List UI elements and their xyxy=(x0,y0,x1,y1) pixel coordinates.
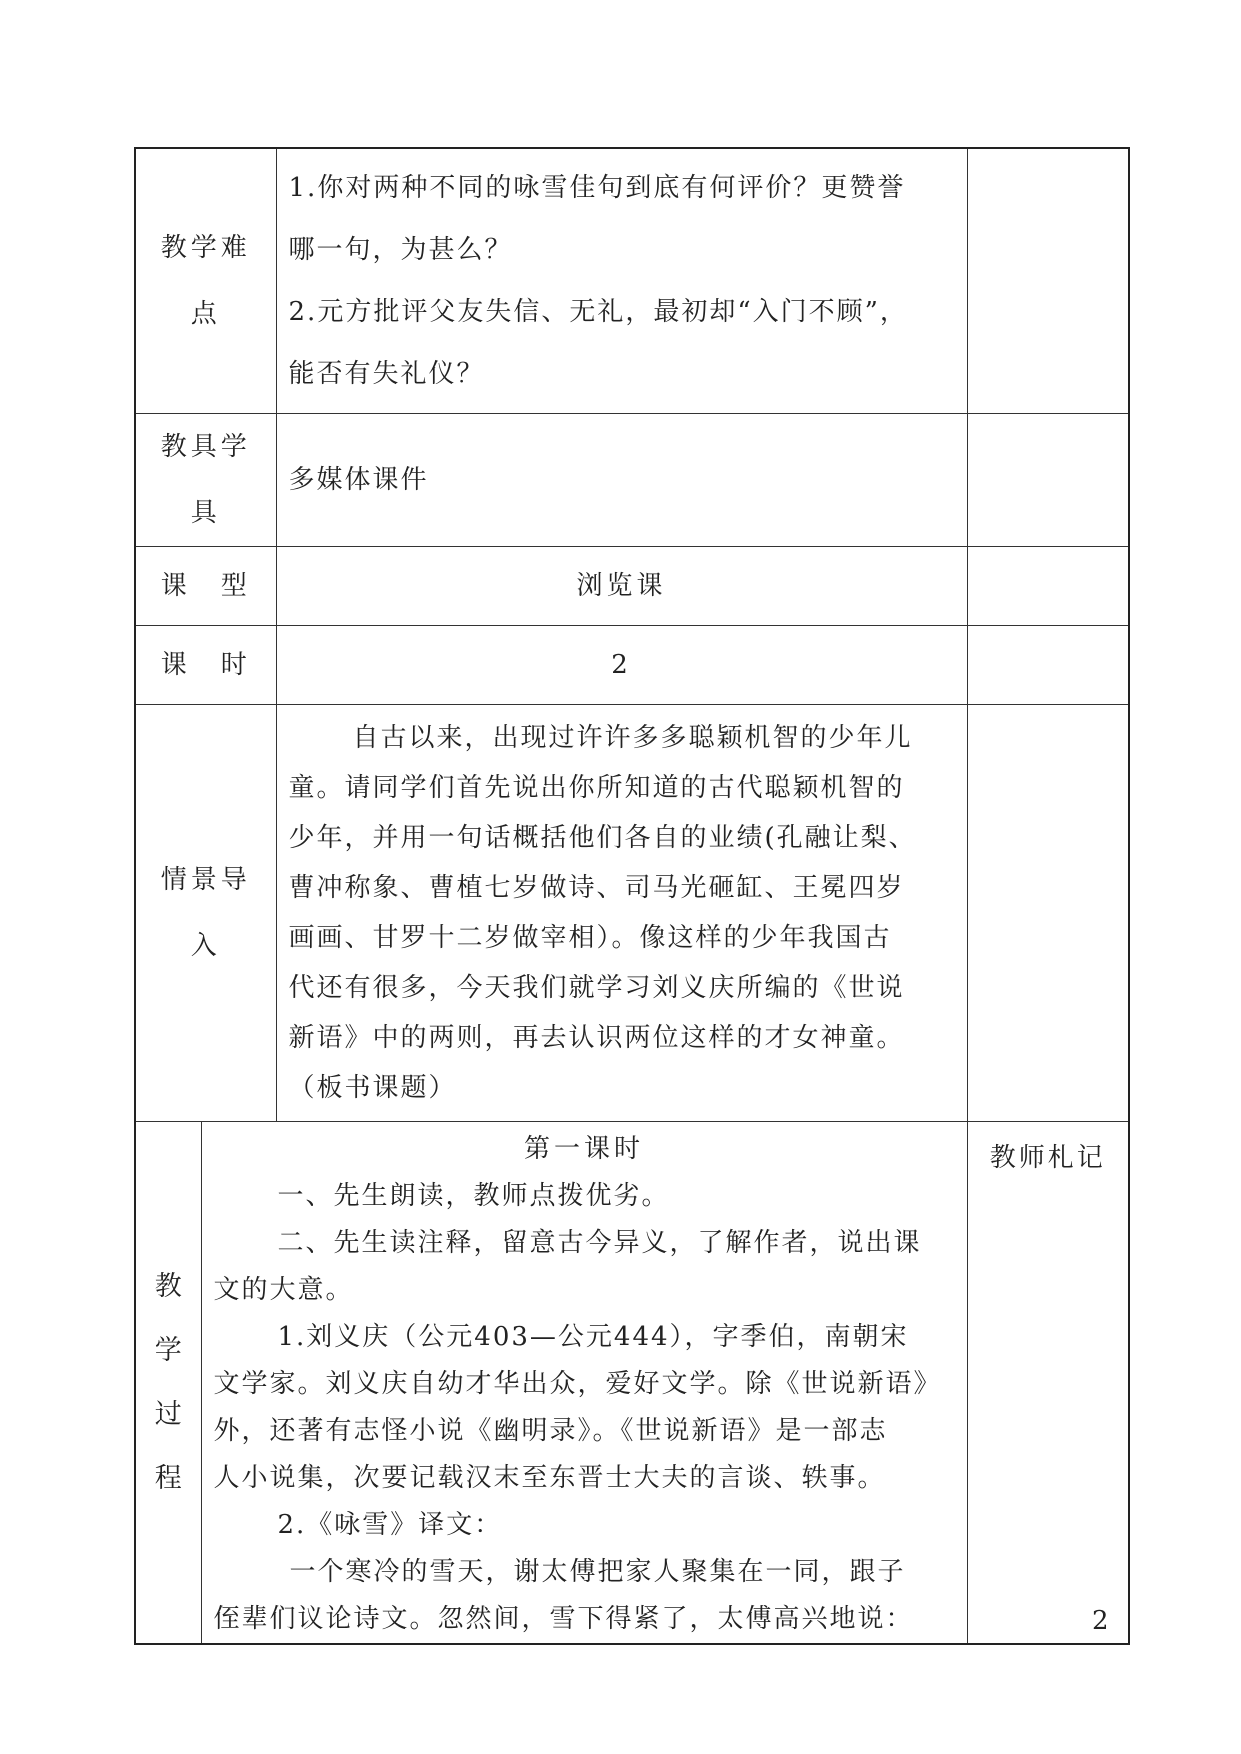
process-line: 外，还著有志怪小说《幽明录》。《世说新语》是一部志 xyxy=(213,1416,888,1446)
lesson-type-notes-cell xyxy=(967,547,1129,626)
difficulty-line: 2.元方批评父友失信、无礼，最初却“入门不顾”， xyxy=(288,297,908,327)
lesson-type-content: 浏览课 xyxy=(276,547,967,626)
periods-content: 2 xyxy=(276,626,967,705)
intro-notes-cell xyxy=(967,705,1129,1122)
teacher-notes-cell xyxy=(967,1122,1129,1645)
intro-line: 画画、甘罗十二岁做宰相）。像这样的少年我国古 xyxy=(288,923,892,953)
process-line: 一个寒冷的雪天，谢太傅把家人聚集在一同，跟子 xyxy=(289,1557,906,1587)
process-label-char: 学 xyxy=(154,1334,182,1366)
process-label-char: 教 xyxy=(154,1270,182,1302)
process-line: 人小说集，次要记载汉末至东晋士大夫的言谈、轶事。 xyxy=(213,1463,886,1493)
process-line: 2.《咏雪》译文： xyxy=(277,1510,503,1540)
intro-line: 自古以来，出现过许许多多聪颖机智的少年儿 xyxy=(352,723,913,753)
intro-content xyxy=(276,705,967,1122)
difficulty-content xyxy=(276,148,967,414)
tools-label-line1: 教具学 xyxy=(160,432,251,462)
process-line: 侄辈们议论诗文。忽然间，雪下得紧了，太傅高兴地说： xyxy=(213,1604,914,1634)
intro-label xyxy=(135,705,276,1122)
process-content xyxy=(201,1122,967,1645)
difficulty-notes-cell xyxy=(967,148,1129,414)
tools-notes-cell xyxy=(967,414,1129,547)
tools-row xyxy=(135,414,1129,547)
lesson-type-label: 课 型 xyxy=(135,547,276,626)
process-label-char: 过 xyxy=(154,1398,182,1430)
intro-line: 代还有很多，今天我们就学习刘义庆所编的《世说 xyxy=(288,973,905,1003)
process-line: 1.刘义庆（公元403—公元444），字季伯，南朝宋 xyxy=(277,1322,909,1352)
periods-row xyxy=(135,626,1129,705)
intro-row xyxy=(135,705,1129,1122)
process-label-char: 程 xyxy=(154,1462,182,1494)
intro-label-line1: 情景导 xyxy=(160,865,251,895)
difficulty-row xyxy=(135,148,1129,414)
process-label xyxy=(135,1122,201,1645)
process-line: 文的大意。 xyxy=(213,1275,354,1305)
difficulty-label-line1: 教学难 xyxy=(160,233,251,263)
intro-line: （板书课题） xyxy=(288,1073,457,1103)
intro-line: 曹冲称象、曹植七岁做诗、司马光砸缸、王冕四岁 xyxy=(288,873,905,903)
difficulty-line: 1.你对两种不同的咏雪佳句到底有何评价？更赞誉 xyxy=(288,173,906,203)
lesson-type-row xyxy=(135,547,1129,626)
intro-line: 少年，并用一句话概括他们各自的业绩(孔融让梨、 xyxy=(288,823,917,853)
tools-label xyxy=(135,414,276,547)
process-row xyxy=(135,1122,1129,1645)
process-line: 二、先生读注释，留意古今异义，了解作者，说出课 xyxy=(277,1228,922,1258)
process-line: 文学家。刘义庆自幼才华出众，爱好文学。除《世说新语》 xyxy=(213,1369,942,1399)
intro-line: 童。请同学们首先说出你所知道的古代聪颖机智的 xyxy=(288,773,905,803)
process-line: 一、先生朗读，教师点拨优劣。 xyxy=(277,1181,670,1211)
process-heading: 第一课时 xyxy=(524,1134,645,1164)
intro-label-line2: 入 xyxy=(190,931,221,961)
teacher-notes-label: 教师札记 xyxy=(989,1143,1106,1173)
periods-notes-cell xyxy=(967,626,1129,705)
difficulty-line: 哪一句，为甚么？ xyxy=(288,235,513,265)
page-number: 2 xyxy=(1092,1606,1109,1636)
lesson-plan-table xyxy=(134,147,1130,1645)
difficulty-label-line2: 点 xyxy=(190,299,221,329)
tools-content: 多媒体课件 xyxy=(276,414,967,547)
intro-line: 新语》中的两则，再去认识两位这样的才女神童。 xyxy=(288,1023,905,1053)
difficulty-line: 能否有失礼仪？ xyxy=(288,359,485,389)
difficulty-label xyxy=(135,148,276,414)
periods-label: 课 时 xyxy=(135,626,276,705)
tools-label-line2: 具 xyxy=(190,498,221,528)
